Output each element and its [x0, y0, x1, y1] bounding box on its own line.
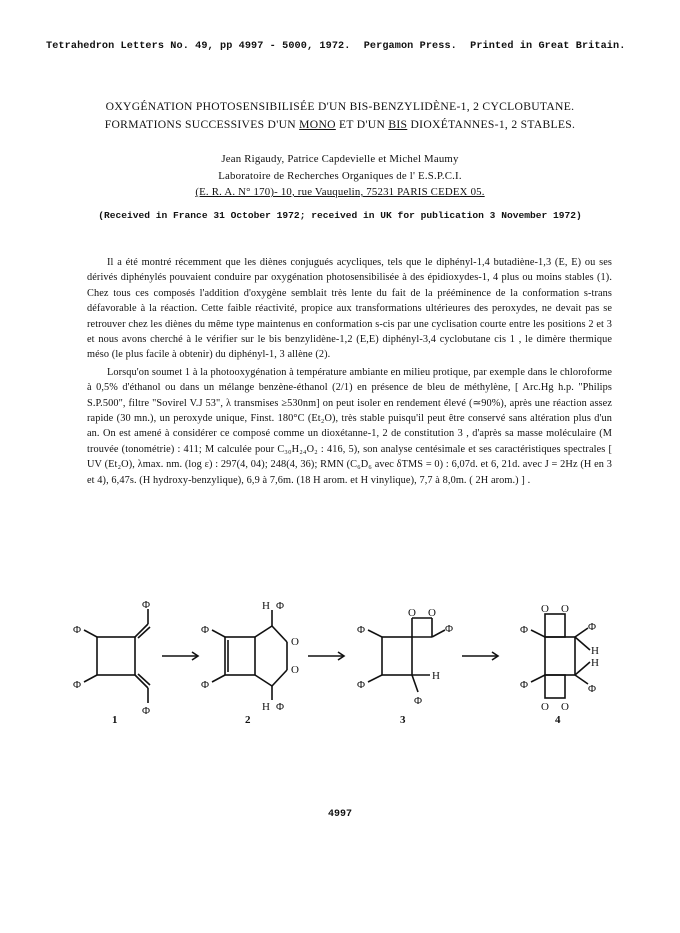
oxygen-label: O [408, 607, 416, 619]
hydrogen-label: H [262, 701, 270, 713]
article-title [40, 98, 640, 134]
hydrogen-label: H [262, 600, 270, 612]
phenyl-label: Φ [73, 624, 82, 636]
publisher: Pergamon Press. [363, 41, 457, 52]
phenyl-label: Φ [357, 624, 366, 636]
title-line-1: OXYGÉNATION PHOTOSENSIBILISÉE D'UN BIS-BENZYLIDÈNE-1, 2 CYCLOBUTANE. [105, 100, 575, 113]
journal-citation: Tetrahedron Letters No. 49, pp 4997 - 5000, 1972. [46, 41, 351, 52]
phenyl-label: Φ [520, 624, 529, 636]
oxygen-label: O [428, 607, 436, 619]
phenyl-label: Φ [588, 621, 597, 633]
phenyl-label: Φ [142, 600, 151, 611]
compound-4 [531, 614, 590, 698]
hydrogen-label: H [591, 645, 599, 657]
title-text: DIOXÉTANNES-1, 2 STABLES. [407, 118, 576, 131]
phenyl-label: Φ [357, 679, 366, 691]
oxygen-label: O [291, 664, 299, 676]
page-number: 4997 [327, 809, 352, 820]
compound-2 [212, 610, 287, 700]
phenyl-label: Φ [142, 705, 151, 717]
phenyl-label: Φ [414, 695, 423, 707]
phenyl-label: Φ [276, 600, 285, 612]
paragraph-1: Il a été montré récemment que les diènes conjugués acycliques, tels que le diphényl-1,4 butadiène-1,3 (E, E) ou ses dérivés diphénylés pouvaient conduire par oxygénation photosensibilisée à des épidioxydes-1, 4 plus ou moins stables (1). Chez tous ces composés l'addition d'oxygène semblait très lente du fait de la prééminence de la conformation s-trans défavorable à la réaction. Cette faible réactivité, propice aux transformations ultérieures des peroxydes, ne devait pas se retrouver chez les diènes du même type maintenus en conformation s-cis par une cyclisation courte entre les positions 2 et 3 et nous avons cherché à le vérifier sur le bis benzylidène-1,2 (E,E) diphényl-3,4 cyclobutane cis 1 , le dimère thermique méso (le plus facile à obtenir) du diphényl-1, 3 allène (2). [87, 257, 612, 361]
author-block [40, 151, 640, 201]
compound-1 [84, 609, 150, 703]
phenyl-label: Φ [201, 624, 210, 636]
printed-note: Printed in Great Britain. [470, 41, 626, 52]
title-text: FORMATIONS SUCCESSIVES D'UN [104, 118, 300, 131]
address: (E. R. A. N° 170)- 10, rue Vauquelin, 75231 PARIS CEDEX 05. [195, 186, 485, 198]
reaction-scheme [40, 600, 640, 725]
phenyl-label: Φ [276, 701, 285, 713]
title-mono: MONO [299, 118, 336, 131]
phenyl-label: Φ [201, 679, 210, 691]
oxygen-label: O [291, 636, 299, 648]
article-body [87, 255, 612, 488]
compound-label-3: 3 [400, 714, 406, 725]
oxygen-label: O [561, 603, 569, 615]
title-text: ET D'UN [335, 118, 389, 131]
oxygen-label: O [541, 603, 549, 615]
phenyl-label: Φ [445, 623, 454, 635]
laboratory: Laboratoire de Recherches Organiques de l' E.S.P.C.I. [218, 169, 462, 182]
hydrogen-label: H [432, 670, 440, 682]
running-header [46, 41, 646, 52]
phenyl-label: Φ [588, 683, 597, 695]
compound-label-4: 4 [555, 714, 561, 725]
title-bis: BIS [388, 118, 408, 131]
oxygen-label: O [541, 701, 549, 713]
author-names: Jean Rigaudy, Patrice Capdevielle et Michel Maumy [221, 153, 459, 165]
paragraph-2: Lorsqu'on soumet 1 à la photooxygénation à température ambiante en milieu protique, par exemple dans le chloroforme à 0,5% d'éthanol ou dans un mélange benzène-éthanol (2/1) en présence de bleu de méthylène, [ Arc.Hg h.p. "Philips S.P.500", filtre "Sovirel V.J 53", λ transmises ≥530nm] on peut isoler en rendement élevé (≃90%), après une réaction assez rapide (30 mn.), un peroxyde unique, Finst. 180°C (Et₂O), très stable puisqu'il peut être conservé sans altération plus d'un an. On est amené à considérer ce composé comme un dioxétanne-1, 2 de constitution 3 , d'après sa masse moléculaire (M trouvée (tonométrie) : 411; M calculée pour C₃₀H₂₄O₂ : 416, 5), son analyse centésimale et ses caractéristiques spectrales [ UV (Et₂O), λmax. nm. (log ε) : 297(4, 04); 248(4, 36); RMN (C₆D₆ avec δTMS = 0) : 6,07d. et 6, 21d. avec J = 2Hz (H en 3 et 4), 6,47s. (H hydroxy-benzylique), 6,9 à 7,6m. (18 H arom. et H vinylique), 7,7 à 8,0m. ( 2H arom.) ] . [87, 366, 612, 486]
compound-label-1: 1 [112, 714, 118, 725]
title-line-2 [40, 116, 640, 134]
phenyl-label: Φ [520, 679, 529, 691]
phenyl-label: Φ [73, 679, 82, 691]
hydrogen-label: H [591, 657, 599, 669]
compound-label-2: 2 [245, 714, 251, 725]
oxygen-label: O [561, 701, 569, 713]
received-dates: (Received in France 31 October 1972; received in UK for publication 3 November 1972) [98, 210, 582, 221]
